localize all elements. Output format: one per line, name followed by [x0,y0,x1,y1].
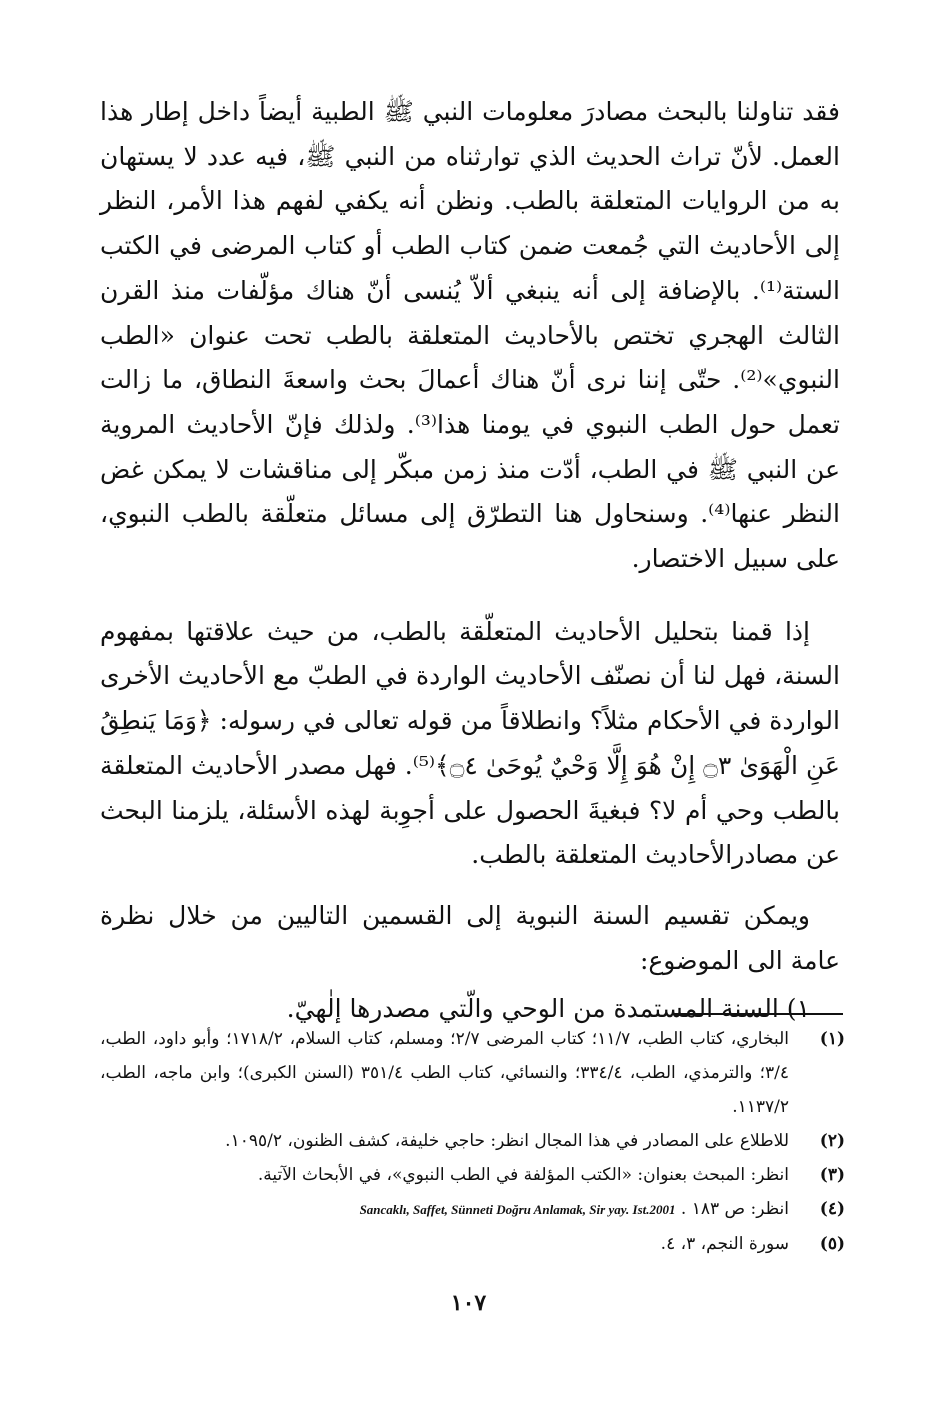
footnote-2 [100,1124,845,1158]
footnote-number: (٥) [819,1234,845,1254]
main-text [100,90,840,1032]
footnote-5 [100,1227,845,1261]
footnote-3 [100,1158,845,1192]
footnote-text: سورة النجم، ٣، ٤. [660,1234,789,1254]
footnote-text: البخاري، كتاب الطب، ١١/٧؛ كتاب المرضى ٢/٧؛ ومسلم، كتاب السلام، ١٧١٨/٢؛ وأبو داود، الطب، ٣/٤؛ والترمذي، الطب، ٣٣٤/٤؛ والنسائي، كتاب الطب ٣٥١/٤ (السنن الكبرى)؛ وابن ماجه، الطب، ١١٣٧/٢. [100,1029,789,1117]
list-item-1: ١) السنة المستمدة من الوحي والّتي مصدرها إلٰهيّ. [286,994,810,1024]
footnote-number: (٢) [819,1131,845,1151]
page-number: ١٠٧ [450,1290,487,1316]
footnote-latin-reference: Sancaklı, Saffet, Sünneti Doğru Anlamak, Sir yay. Ist.2001 [359,1202,676,1217]
footnote-number: (٤) [819,1199,845,1219]
footnotes [100,1022,845,1261]
footnote-1 [100,1022,845,1124]
footnote-number: (٣) [819,1165,845,1185]
paragraph-3: ويمكن تقسيم السنة النبوية إلى القسمين التاليين من خلال نظرة عامة الى الموضوع: [100,900,840,975]
paragraph-2: إذا قمنا بتحليل الأحاديث المتعلّقة بالطب، من حيث علاقتها بمفهوم السنة، فهل لنا أن نصنّف الأحاديث الواردة في الطبّ مع الأحاديث الأخرى الواردة في الأحكام مثلاً؟ وانطلاقاً من قوله تعالى في رسوله: ﴿وَمَا يَنطِقُ عَنِ الْهَوَىٰ ۝٣ إِنْ هُوَ إِلَّا وَحْيٌ يُوحَىٰ ۝٤﴾⁽⁵⁾. فهل مصدر الأحاديث المتعلقة بالطب وحي أم لا؟ فبغيةَ الحصول على أجوِبة لهذه الأسئلة، يلزمنا البحث عن مصادرالأحاديث المتعلقة بالطب. [100,616,840,870]
paragraph-1: فقد تناولنا بالبحث مصادرَ معلومات النبي ﷺ الطبية أيضاً داخل إطار هذا العمل. لأنّ تراث الحديث الذي توارثناه من النبي ﷺ، فيه عدد لا يستهان به من الروايات المتعلقة بالطب. ونظن أنه يكفي لفهم هذا الأمر، النظر إلى الأحاديث التي جُمعت ضمن كتاب الطب أو كتاب المرضى في الكتب الستة⁽¹⁾. بالإضافة إلى أنه ينبغي ألاّ يُنسى أنّ هناك مؤلّفات منذ القرن الثالث الهجري تختص بالأحاديث المتعلقة بالطب تحت عنوان «الطب النبوي»⁽²⁾. حتّى إننا نرى أنّ هناك أعمالَ بحث واسعةَ النطاق، ما زالت تعمل حول الطب النبوي في يومنا هذا⁽³⁾. ولذلك فإنّ الأحاديث المروية عن النبي ﷺ في الطب، أدّت منذ زمن مبكّر إلى مناقشات لا يمكن غض النظر عنها⁽⁴⁾. وسنحاول هنا التطرّق إلى مسائل متعلّقة بالطب النبوي، على سبيل الاختصار. [100,97,840,574]
footnote-text: انظر: ص ١٨٣ . [680,1199,789,1219]
footnote-separator [673,1013,843,1015]
footnote-text: انظر: المبحث بعنوان: «الكتب المؤلفة في الطب النبوي»، في الأبحاث الآتية. [257,1165,789,1185]
footnote-number: (١) [819,1029,845,1049]
footnote-4 [100,1192,845,1227]
footnote-text: للاطلاع على المصادر في هذا المجال انظر: حاجي خليفة، كشف الظنون، ١٠٩٥/٢. [225,1131,789,1151]
